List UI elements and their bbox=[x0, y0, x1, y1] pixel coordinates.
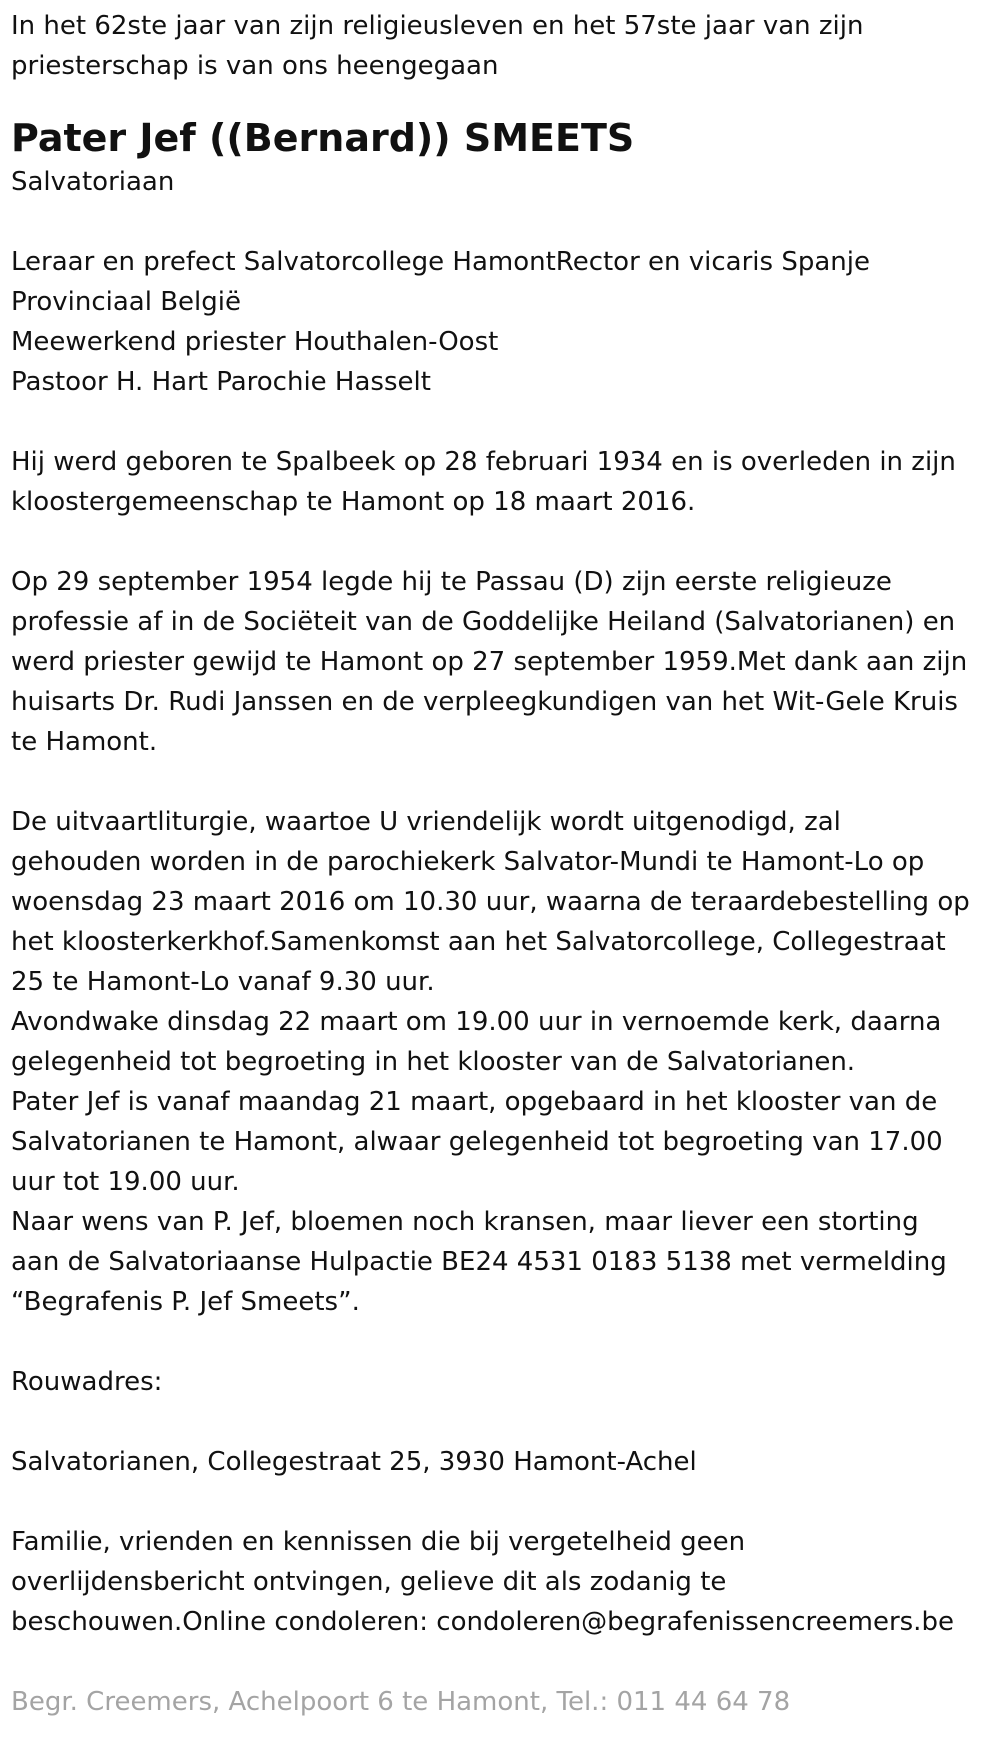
closing-line: beschouwen.Online condoleren: condoleren@begrafenissencreemers.be bbox=[11, 1607, 954, 1637]
funeral-paragraph bbox=[11, 802, 1000, 1322]
closing-line: overlijdensbericht ontvingen, gelieve dit als zodanig te bbox=[11, 1567, 727, 1597]
function-line: Meewerkend priester Houthalen-Oost bbox=[11, 327, 499, 357]
birth-paragraph bbox=[11, 442, 1000, 522]
funeral-line: 25 te Hamont-Lo vanaf 9.30 uur. bbox=[11, 967, 435, 997]
address-text: Salvatorianen, Collegestraat 25, 3930 Hamont-Achel bbox=[11, 1447, 697, 1477]
funeral-line: woensdag 23 maart 2016 om 10.30 uur, waarna de teraardebestelling op bbox=[11, 887, 970, 917]
profession-line: huisarts Dr. Rudi Janssen en de verpleegkundigen van het Wit-Gele Kruis bbox=[11, 687, 958, 717]
profession-line: te Hamont. bbox=[11, 727, 158, 757]
intro-text bbox=[11, 6, 1000, 86]
birth-line: Hij werd geboren te Spalbeek op 28 februari 1934 en is overleden in zijn bbox=[11, 447, 956, 477]
intro-line: In het 62ste jaar van zijn religieusleven en het 57ste jaar van zijn bbox=[11, 11, 864, 41]
function-line: Pastoor H. Hart Parochie Hasselt bbox=[11, 367, 431, 397]
profession-paragraph bbox=[11, 562, 1000, 762]
intro-line: priesterschap is van ons heengegaan bbox=[11, 51, 499, 81]
funeral-line: Naar wens van P. Jef, bloemen noch kransen, maar liever een storting bbox=[11, 1207, 919, 1237]
function-line: Leraar en prefect Salvatorcollege HamontRector en vicaris Spanje bbox=[11, 247, 870, 277]
function-line: Provinciaal België bbox=[11, 287, 241, 317]
funeral-home-footer: Begr. Creemers, Achelpoort 6 te Hamont, Tel.: 011 44 64 78 bbox=[11, 1687, 791, 1717]
funeral-line: uur tot 19.00 uur. bbox=[11, 1167, 240, 1197]
funeral-line: Salvatorianen te Hamont, alwaar gelegenheid tot begroeting van 17.00 bbox=[11, 1127, 943, 1157]
funeral-line: aan de Salvatoriaanse Hulpactie BE24 4531 0183 5138 met vermelding bbox=[11, 1247, 947, 1277]
closing-line: Familie, vrienden en kennissen die bij vergetelheid geen bbox=[11, 1527, 746, 1557]
functions-list bbox=[11, 242, 1000, 402]
funeral-line: Pater Jef is vanaf maandag 21 maart, opgebaard in het klooster van de bbox=[11, 1087, 938, 1117]
funeral-line: gehouden worden in de parochiekerk Salvator-Mundi te Hamont-Lo op bbox=[11, 847, 925, 877]
funeral-line: “Begrafenis P. Jef Smeets”. bbox=[11, 1287, 360, 1317]
deceased-name: Pater Jef ((Bernard)) SMEETS bbox=[11, 116, 635, 160]
funeral-line: het kloosterkerkhof.Samenkomst aan het Salvatorcollege, Collegestraat bbox=[11, 927, 946, 957]
funeral-line: De uitvaartliturgie, waartoe U vriendelijk wordt uitgenodigd, zal bbox=[11, 807, 841, 837]
profession-line: werd priester gewijd te Hamont op 27 september 1959.Met dank aan zijn bbox=[11, 647, 968, 677]
address-label: Rouwadres: bbox=[11, 1367, 163, 1397]
funeral-line: Avondwake dinsdag 22 maart om 19.00 uur in vernoemde kerk, daarna bbox=[11, 1007, 942, 1037]
funeral-line: gelegenheid tot begroeting in het klooster van de Salvatorianen. bbox=[11, 1047, 856, 1077]
closing-paragraph bbox=[11, 1522, 1000, 1642]
profession-line: professie af in de Sociëteit van de Goddelijke Heiland (Salvatorianen) en bbox=[11, 607, 956, 637]
death-notice bbox=[0, 6, 1000, 1756]
birth-line: kloostergemeenschap te Hamont op 18 maart 2016. bbox=[11, 487, 696, 517]
deceased-subtitle: Salvatoriaan bbox=[11, 167, 175, 197]
profession-line: Op 29 september 1954 legde hij te Passau (D) zijn eerste religieuze bbox=[11, 567, 892, 597]
